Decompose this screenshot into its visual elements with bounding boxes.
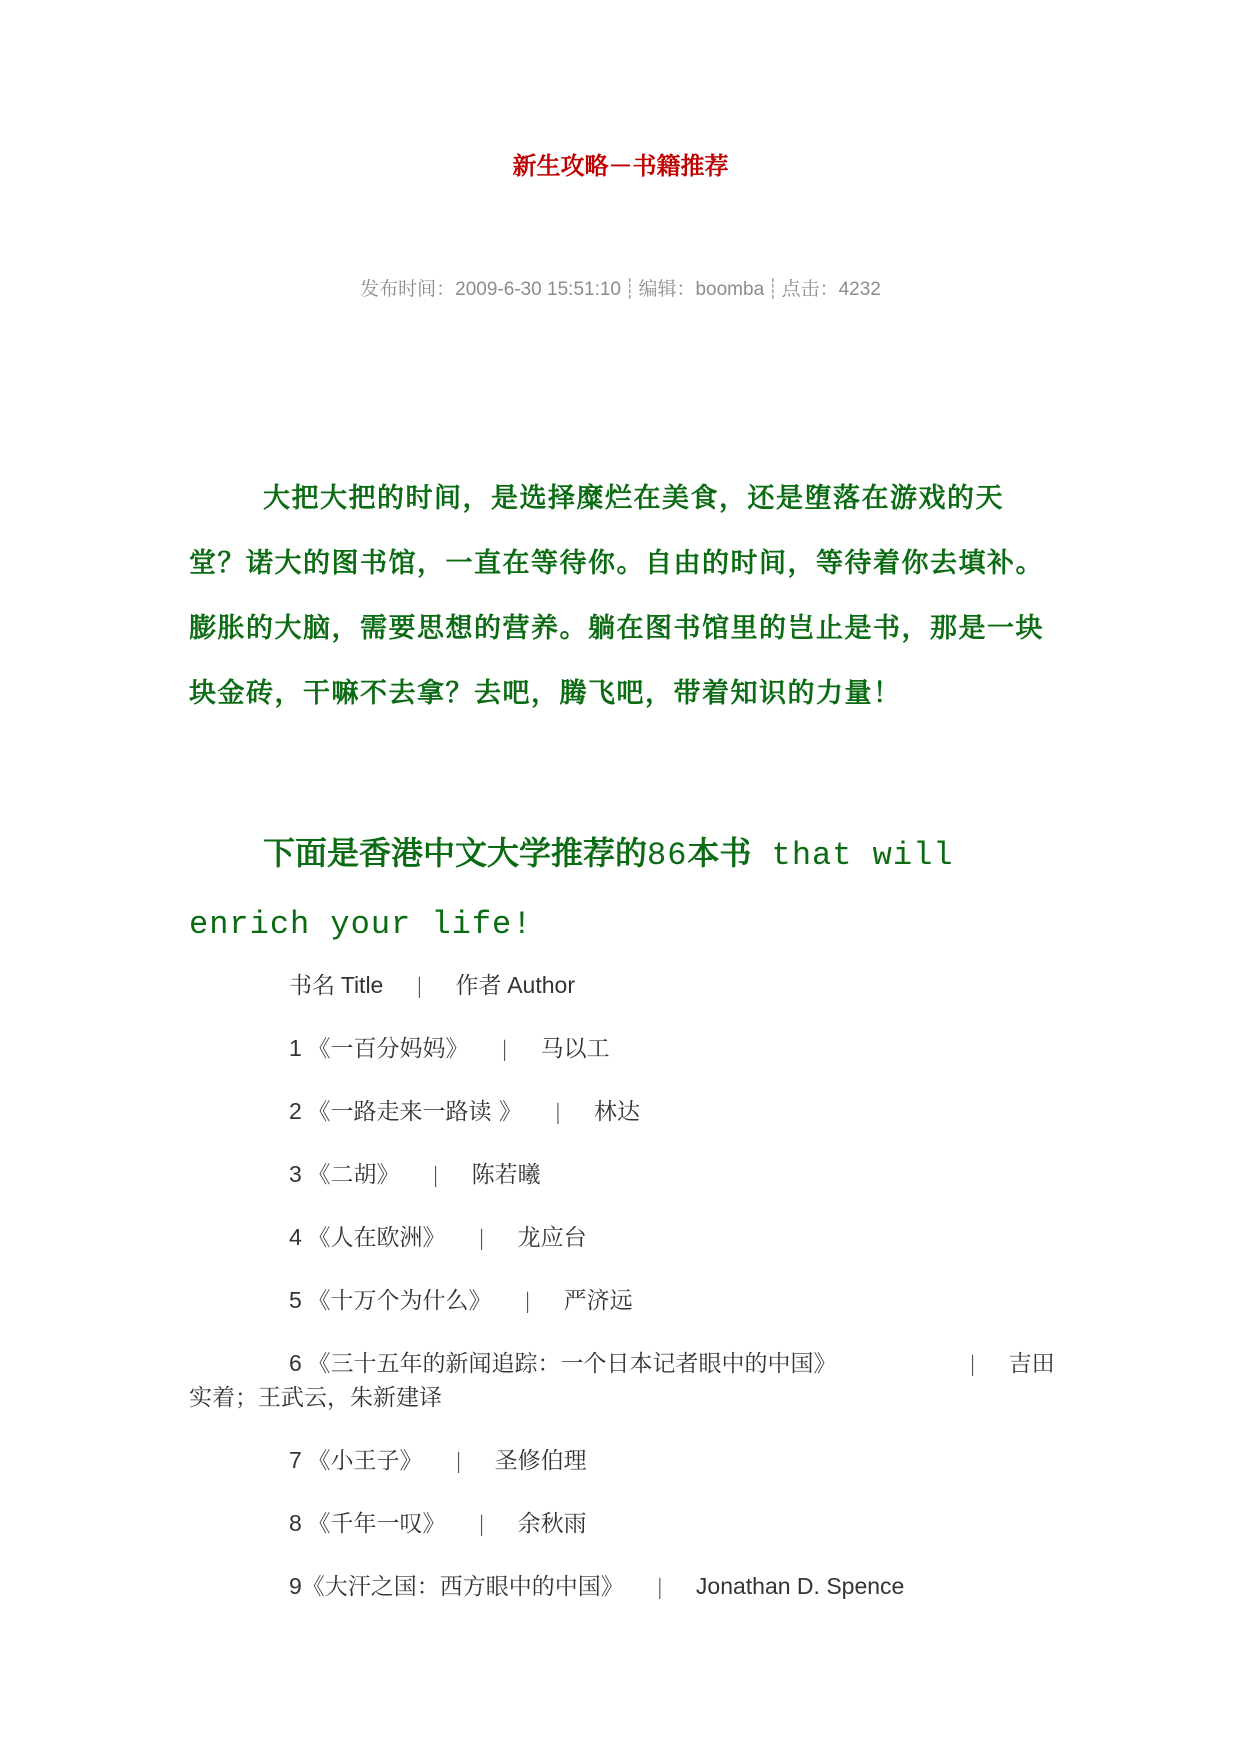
book-number: 8 — [289, 1510, 302, 1536]
book-title: 《小王子》 — [307, 1448, 423, 1474]
recommendation-zh: 下面是香港中文大学推荐的 — [263, 834, 648, 872]
book-number: 9 — [289, 1573, 302, 1599]
book-author: 龙应台 — [517, 1225, 587, 1251]
recommendation-unit: 本书 — [687, 834, 752, 872]
editor-label: 编辑： — [638, 279, 696, 300]
book-number: 7 — [289, 1447, 302, 1473]
book-divider: | — [479, 1511, 484, 1536]
clicks-count: 4232 — [838, 279, 881, 300]
recommendation-number: 86 — [647, 837, 688, 874]
list-item — [189, 1031, 1059, 1066]
list-item — [189, 1283, 1059, 1318]
article-title: 新生攻略－书籍推荐 — [512, 151, 729, 180]
list-item — [189, 1220, 1059, 1255]
recommendation-en: that will enrich your life! — [189, 837, 954, 943]
editor-name: boomba — [695, 279, 765, 300]
meta-separator: ┊ — [624, 279, 636, 300]
book-divider: | — [555, 1099, 561, 1124]
list-item — [189, 1506, 1059, 1541]
header-author-zh: 作者 — [455, 973, 502, 999]
book-author: 余秋雨 — [517, 1511, 587, 1537]
book-author: 吉田实着；王武云，朱新建译 — [189, 1351, 1055, 1411]
list-item — [189, 1157, 1059, 1192]
book-author: 陈若曦 — [471, 1162, 541, 1188]
meta-separator: ┊ — [767, 279, 779, 300]
book-author: 林达 — [593, 1099, 640, 1125]
book-number: 3 — [289, 1161, 302, 1187]
intro-paragraph: 大把大把的时间，是选择糜烂在美食，还是堕落在游戏的天堂？诺大的图书馆，一直在等待你。自由的时间，等待着你去填补。膨胀的大脑，需要思想的营养。躺在图书馆里的岂止是书，那是一块块金砖，干嘛不去拿？去吧，腾飞吧，带着知识的力量！ — [189, 483, 1044, 709]
list-item — [189, 1346, 1059, 1415]
book-number: 6 — [289, 1350, 302, 1376]
book-divider: | — [657, 1574, 663, 1599]
book-author: Jonathan D. Spence — [695, 1573, 905, 1599]
list-item — [189, 1094, 1059, 1129]
book-title: 《一路走来一路读 》 — [307, 1099, 522, 1125]
book-number: 2 — [289, 1098, 302, 1124]
header-title-zh: 书名 — [289, 973, 335, 999]
book-author: 马以工 — [540, 1036, 610, 1062]
book-divider: | — [502, 1036, 507, 1061]
header-divider: | — [417, 973, 422, 998]
header-author-en: Author — [507, 972, 575, 998]
book-title: 《人在欧洲》 — [307, 1225, 446, 1251]
publish-time-label: 发布时间： — [360, 279, 456, 300]
book-divider: | — [479, 1225, 484, 1250]
list-item — [189, 1569, 1059, 1604]
book-divider: | — [970, 1351, 975, 1376]
header-title-en: Title — [340, 972, 384, 998]
book-title: 《十万个为什么》 — [307, 1288, 492, 1314]
book-author: 圣修伯理 — [494, 1448, 587, 1474]
article-meta — [0, 276, 1241, 304]
book-author: 严济远 — [563, 1288, 633, 1314]
book-list — [189, 968, 1059, 1632]
book-number: 1 — [289, 1035, 302, 1061]
book-title: 《一百分妈妈》 — [307, 1036, 469, 1062]
clicks-label: 点击： — [781, 279, 839, 300]
book-title: 《二胡》 — [307, 1162, 400, 1188]
recommendation-heading — [189, 820, 1059, 958]
book-number: 4 — [289, 1224, 302, 1250]
publish-time: 2009-6-30 15:51:10 — [455, 279, 621, 300]
book-divider: | — [525, 1288, 530, 1313]
book-title: 《大汗之国：西方眼中的中国》 — [301, 1574, 624, 1600]
book-number: 5 — [289, 1287, 302, 1313]
book-title: 《千年一叹》 — [307, 1511, 446, 1537]
list-item — [189, 1443, 1059, 1478]
list-header — [189, 968, 1059, 1003]
book-title: 《三十五年的新闻追踪：一个日本记者眼中的中国》 — [307, 1351, 837, 1377]
book-divider: | — [456, 1448, 461, 1473]
book-divider: | — [433, 1162, 438, 1187]
